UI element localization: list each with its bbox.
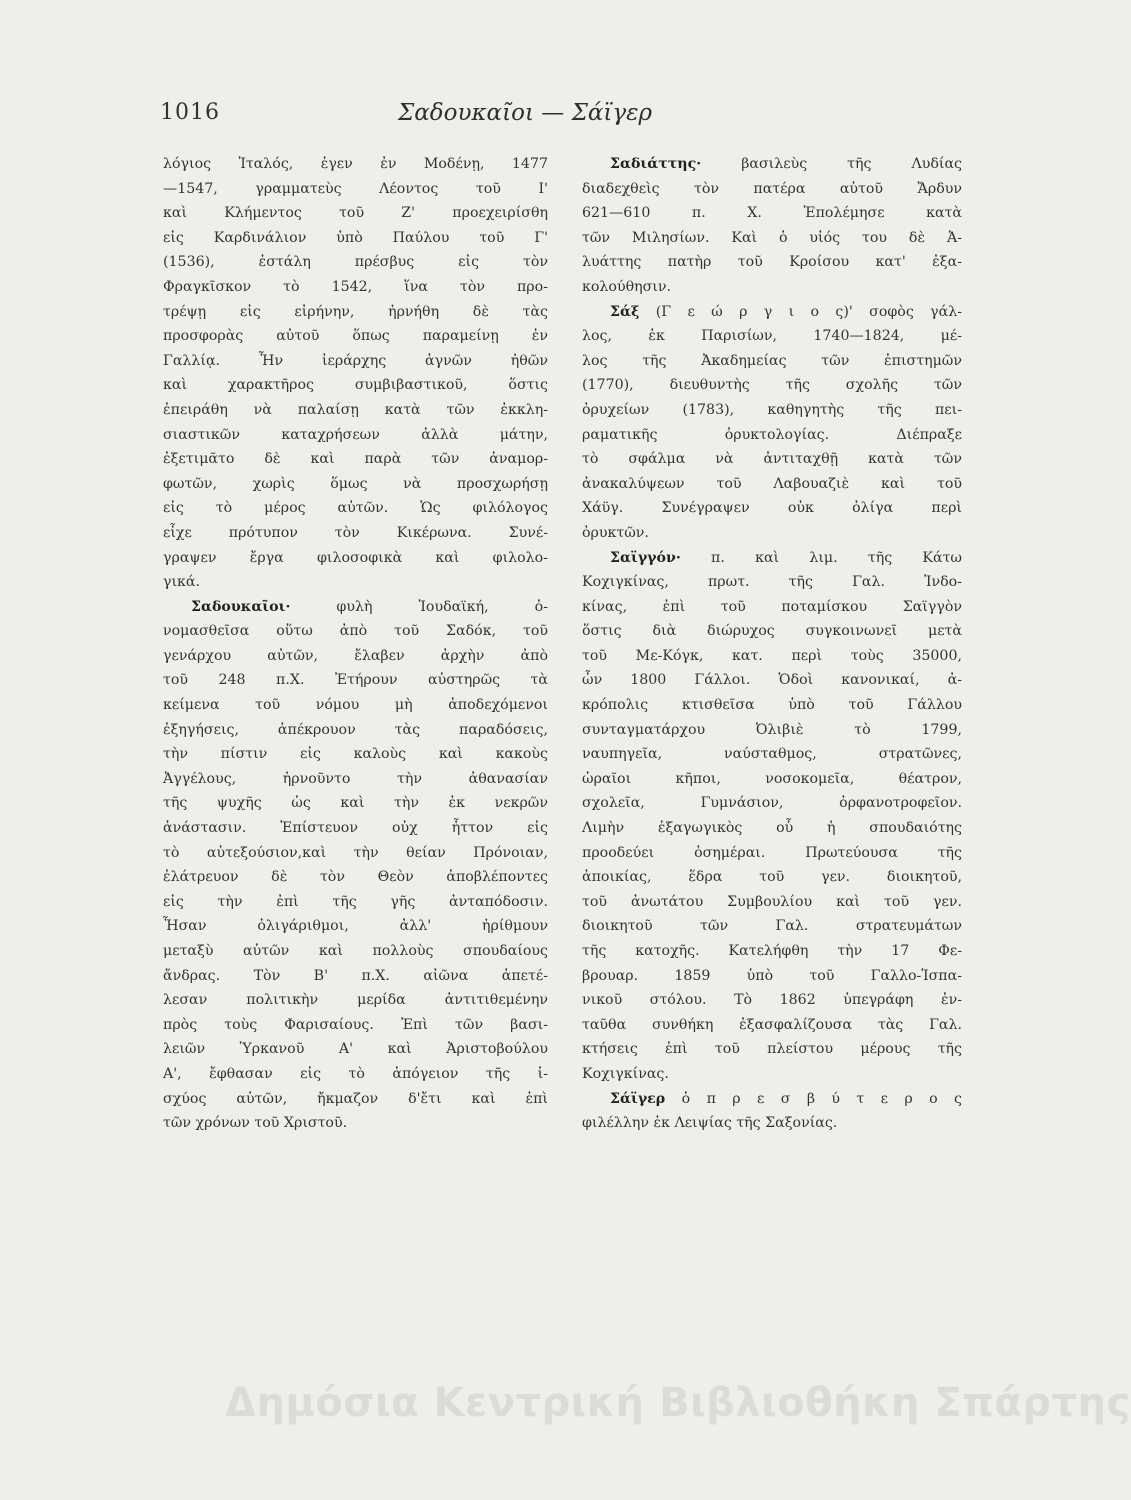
entry-sadiattis <box>582 152 962 300</box>
text-line <box>163 177 548 202</box>
line-text: τῆς ψυχῆς ὡς καὶ τὴν ἐκ νεκρῶν <box>163 795 548 812</box>
line-text: διοικητοῦ τῶν Γαλ. στρατευμάτων <box>582 918 962 935</box>
text-line <box>582 398 962 423</box>
entry-headword: Σαδουκαῖοι· <box>191 598 291 615</box>
line-text: ὧν 1800 Γάλλοι. Ὁδοὶ κανονικαί, ἀ- <box>582 672 962 689</box>
line-text: κείμενα τοῦ νόμου μὴ ἀποδεχόμενοι <box>163 697 548 714</box>
text-line <box>163 201 548 226</box>
line-text: γενάρχου αὐτῶν, ἔλαβεν ἀρχὴν ἀπὸ <box>163 647 548 664</box>
text-line <box>163 841 548 866</box>
text-line <box>163 718 548 743</box>
text-line <box>582 546 962 571</box>
line-text: ὀρυκτῶν. <box>582 524 649 541</box>
text-line <box>163 767 548 792</box>
line-text: πρὸς τοὺς Φαρισαίους. Ἐπὶ τῶν βασι- <box>163 1016 548 1033</box>
text-line <box>163 423 548 448</box>
text-line <box>163 570 548 595</box>
line-text: π. καὶ λιμ. τῆς Κάτω <box>680 549 962 566</box>
line-text: τῶν χρόνων τοῦ Χριστοῦ. <box>163 1115 348 1132</box>
line-text: λεσαν πολιτικὴν μερίδα ἀντιτιθεμένην <box>163 992 548 1009</box>
text-line <box>582 373 962 398</box>
line-text: καὶ Κλήμεντος τοῦ Ζ' προεχειρίσθη <box>163 205 548 222</box>
text-line <box>163 1087 548 1112</box>
text-line <box>582 988 962 1013</box>
line-text: (Γ ε ώ ρ γ ι ο ς)' σοφὸς γάλ- <box>639 303 962 320</box>
text-line <box>163 791 548 816</box>
line-text: εἰς τὴν ἐπὶ τῆς γῆς ἀνταπόδοσιν. <box>163 893 548 910</box>
line-text: ἐξετιμᾶτο δὲ καὶ παρὰ τῶν ἀναμορ- <box>163 451 548 468</box>
text-line <box>582 939 962 964</box>
line-text: τοῦ ἀνωτάτου Συμβουλίου καὶ τοῦ γεν. <box>582 893 962 910</box>
line-text: Λιμὴν ἐξαγωγικὸς οὗ ἡ σπουδαιότης <box>582 820 962 837</box>
text-line <box>163 226 548 251</box>
text-line <box>582 349 962 374</box>
text-line <box>163 1037 548 1062</box>
text-line <box>163 964 548 989</box>
line-text: σχύος αὐτῶν, ἤκμαζον δ'ἔτι καὶ ἐπὶ <box>163 1090 548 1107</box>
text-line <box>163 546 548 571</box>
line-text: εἰς Καρδινάλιον ὑπὸ Παύλου τοῦ Γ' <box>163 229 548 246</box>
text-line <box>163 521 548 546</box>
entry-saiger <box>582 1087 962 1136</box>
line-text: λειῶν Ὑρκανοῦ Α' καὶ Ἀριστοβούλου <box>163 1041 548 1058</box>
line-text: εἶχε πρότυπον τὸν Κικέρωνα. Συνέ- <box>163 524 548 541</box>
text-line <box>163 988 548 1013</box>
text-line <box>582 1087 962 1112</box>
line-text: τοῦ Με-Κόγκ, κατ. περὶ τοὺς 35000, <box>582 647 962 664</box>
line-text: Χάϋγ. Συνέγραψεν οὐκ ὀλίγα περὶ <box>582 500 962 517</box>
entry-sadoukaioi <box>163 595 548 1136</box>
line-text: προοδεύει ὁσημέραι. Πρωτεύουσα τῆς <box>582 844 962 861</box>
line-text: σχολεῖα, Γυμνάσιον, ὀρφανοτροφεῖον. <box>582 795 962 812</box>
line-text: λυάττης πατὴρ τοῦ Κροίσου κατ' ἐξα- <box>582 254 962 271</box>
library-watermark: Δημόσια Κεντρική Βιβλιοθήκη Σπάρτης <box>225 1380 1131 1426</box>
line-text: (1536), ἐστάλη πρέσβυς εἰς τὸν <box>163 254 548 271</box>
text-line <box>163 300 548 325</box>
line-text: ἐξηγήσεις, ἀπέκρουον τὰς παραδόσεις, <box>163 721 548 738</box>
line-text: φυλὴ Ἰουδαϊκή, ὀ- <box>290 598 548 615</box>
text-line <box>582 496 962 521</box>
line-text: τρέψῃ εἰς εἰρήνην, ἠρνήθη δὲ τὰς <box>163 303 548 320</box>
text-line <box>582 447 962 472</box>
text-line <box>163 373 548 398</box>
line-text: κολούθησιν. <box>582 278 671 295</box>
text-line <box>163 890 548 915</box>
line-text: εἰς τὸ μέρος αὐτῶν. Ὡς φιλόλογος <box>163 500 548 517</box>
entry-sax <box>582 300 962 546</box>
text-line <box>582 177 962 202</box>
text-line <box>163 250 548 275</box>
right-column <box>582 152 962 1136</box>
text-line <box>582 1111 962 1136</box>
line-text: τὸ σφάλμα νὰ ἀντιταχθῇ κατὰ τῶν <box>582 451 962 468</box>
text-line <box>582 423 962 448</box>
entry-headword: Σάϊγερ <box>610 1090 666 1107</box>
line-text: τὴν πίστιν εἰς καλοὺς καὶ κακοὺς <box>163 746 548 763</box>
line-text: (1770), διευθυντὴς τῆς σχολῆς τῶν <box>582 377 962 394</box>
line-text: τοῦ 248 π.Χ. Ἐτήρουν αὐστηρῶς τὰ <box>163 672 548 689</box>
text-line <box>582 595 962 620</box>
text-line <box>163 398 548 423</box>
text-line <box>163 742 548 767</box>
text-line <box>582 718 962 743</box>
line-text: τῆς κατοχῆς. Κατελήφθη τὴν 17 Φε- <box>582 943 962 959</box>
line-text: νομασθεῖσα οὕτω ἀπὸ τοῦ Σαδόκ, τοῦ <box>163 623 548 640</box>
line-text: Α', ἔφθασαν εἰς τὸ ἀπόγειον τῆς ἰ- <box>163 1065 548 1082</box>
text-line <box>582 324 962 349</box>
line-text: τὸ αὐτεξούσιον,καὶ τὴν θείαν Πρόνοιαν, <box>163 844 548 861</box>
line-text: τῶν Μιλησίων. Καὶ ὁ υἱός του δὲ Ἀ- <box>582 229 962 246</box>
text-line <box>582 201 962 226</box>
line-text: ἄνδρας. Τὸν Β' π.Χ. αἰῶνα ἀπετέ- <box>163 967 548 984</box>
text-line <box>163 275 548 300</box>
line-text: φωτῶν, χωρὶς ὅμως νὰ προσχωρήσῃ <box>163 475 548 492</box>
line-text: ὅστις διὰ διώρυχος συγκοινωνεῖ μετὰ <box>582 623 962 640</box>
line-text: νικοῦ στόλου. Τὸ 1862 ὑπεγράφη ἐν- <box>582 992 962 1009</box>
text-line <box>582 890 962 915</box>
text-line <box>163 152 548 177</box>
entry-headword: Σάξ <box>610 303 640 320</box>
line-text: γραψεν ἔργα φιλοσοφικὰ καὶ φιλολο- <box>163 549 548 566</box>
text-line <box>163 324 548 349</box>
line-text: ὁ π ρ ε σ β ύ τ ε ρ ο ς <box>665 1090 962 1107</box>
text-line <box>582 865 962 890</box>
text-line <box>582 644 962 669</box>
line-text: γικά. <box>163 574 200 591</box>
line-text: κίνας, ἐπὶ τοῦ ποταμίσκου Σαϊγγὸν <box>582 598 962 615</box>
line-text: κτήσεις ἐπὶ τοῦ πλείστου μέρους τῆς <box>582 1041 962 1058</box>
text-line <box>582 226 962 251</box>
text-line <box>582 668 962 693</box>
line-text: ἀποικίας, ἕδρα τοῦ γεν. διοικητοῦ, <box>582 869 962 886</box>
line-text: φιλέλλην ἐκ Λειψίας τῆς Σαξονίας. <box>582 1115 838 1132</box>
text-line <box>582 472 962 497</box>
line-text: Κοχιγκίνας, πρωτ. τῆς Γαλ. Ἰνδο- <box>582 574 962 591</box>
entry-continuation <box>163 152 548 595</box>
line-text: μεταξὺ αὐτῶν καὶ πολλοὺς σπουδαίους <box>163 943 548 959</box>
line-text: καὶ χαρακτῆρος συμβιβαστικοῦ, ὅστις <box>163 377 548 394</box>
text-line <box>163 644 548 669</box>
text-line <box>582 300 962 325</box>
text-line <box>582 1013 962 1038</box>
text-line <box>163 496 548 521</box>
text-line <box>163 914 548 939</box>
line-text: ἀνακαλύψεων τοῦ Λαβουαζιὲ καὶ τοῦ <box>582 475 962 492</box>
page-header <box>160 100 950 140</box>
running-title: Σαδουκαῖοι — Σάϊγερ <box>398 100 653 126</box>
text-line <box>163 865 548 890</box>
line-text: συνταγματάρχου Ὀλιβιὲ τὸ 1799, <box>582 721 962 738</box>
line-text: λος, ἐκ Παρισίων, 1740—1824, μέ- <box>582 328 962 345</box>
line-text: Κοχιγκίνας. <box>582 1065 669 1082</box>
entry-saigon <box>582 546 962 1087</box>
entry-headword: Σαϊγγόν· <box>610 549 681 566</box>
line-text: βρουαρ. 1859 ὑπὸ τοῦ Γαλλο-Ἱσπα- <box>582 967 962 984</box>
line-text: ἐλάτρευον δὲ τὸν Θεὸν ἀποβλέποντες <box>163 869 548 886</box>
text-line <box>582 1037 962 1062</box>
text-line <box>163 1062 548 1087</box>
line-text: ἐπειράθη νὰ παλαίσῃ κατὰ τῶν ἐκκλη- <box>163 401 548 418</box>
text-line <box>582 521 962 546</box>
line-text: κρόπολις κτισθεῖσα ὑπὸ τοῦ Γάλλου <box>582 697 962 714</box>
page-number: 1016 <box>160 100 220 125</box>
text-line <box>163 1111 548 1136</box>
text-line <box>163 939 548 964</box>
text-line <box>582 250 962 275</box>
line-text: διαδεχθεὶς τὸν πατέρα αὐτοῦ Ἄρδυν <box>582 180 962 197</box>
line-text: —1547, γραμματεὺς Λέοντος τοῦ Ι' <box>163 180 548 197</box>
line-text: ναυπηγεῖα, ναύσταθμος, στρατῶνες, <box>582 746 962 763</box>
text-line <box>163 447 548 472</box>
line-text: Ἀγγέλους, ἠρνοῦντο τὴν ἀθανασίαν <box>163 770 548 787</box>
line-text: λος τῆς Ἀκαδημείας τῶν ἐπιστημῶν <box>582 352 962 369</box>
text-line <box>582 693 962 718</box>
text-line <box>582 914 962 939</box>
text-line <box>582 570 962 595</box>
text-line <box>582 742 962 767</box>
text-line <box>582 275 962 300</box>
text-line <box>582 619 962 644</box>
line-text: ὀρυχείων (1783), καθηγητὴς τῆς πει- <box>582 401 962 418</box>
entry-headword: Σαδιάττης· <box>610 156 702 172</box>
line-text: 621—610 π. Χ. Ἐπολέμησε κατὰ <box>582 205 962 222</box>
text-line <box>163 693 548 718</box>
text-line <box>163 1013 548 1038</box>
text-line <box>163 619 548 644</box>
text-line <box>582 816 962 841</box>
text-line <box>582 1062 962 1087</box>
text-line <box>582 964 962 989</box>
left-column <box>163 152 548 1136</box>
text-line <box>163 816 548 841</box>
line-text: σιαστικῶν καταχρήσεων ἀλλὰ μάτην, <box>163 426 548 443</box>
line-text: ραματικῆς ὀρυκτολογίας. Διέπραξε <box>582 426 962 443</box>
line-text: Ἦσαν ὀλιγάριθμοι, ἀλλ' ἠρίθμουν <box>163 918 548 935</box>
text-line <box>582 841 962 866</box>
line-text: ὡραῖοι κῆποι, νοσοκομεῖα, θέατρον, <box>582 770 962 787</box>
line-text: ἀνάστασιν. Ἐπίστευον οὐχ ἧττον εἰς <box>163 820 548 837</box>
line-text: προσφορὰς αὐτοῦ ὅπως παραμείνῃ ἐν <box>163 328 548 345</box>
line-text: λόγιος Ἰταλός, ἐγεν ἐν Μοδένῃ, 1477 <box>163 156 548 172</box>
line-text: Φραγκῖσκον τὸ 1542, ἵνα τὸν προ- <box>163 278 548 295</box>
text-line <box>582 152 962 177</box>
line-text: ταῦθα συνθήκη ἐξασφαλίζουσα τὰς Γαλ. <box>582 1016 962 1033</box>
line-text: Γαλλίᾳ. Ἦν ἱεράρχης ἁγνῶν ἠθῶν <box>163 352 548 369</box>
text-line <box>582 767 962 792</box>
text-line <box>163 472 548 497</box>
line-text: βασιλεὺς τῆς Λυδίας <box>701 156 962 172</box>
text-line <box>163 668 548 693</box>
text-line <box>163 595 548 620</box>
text-line <box>582 791 962 816</box>
text-line <box>163 349 548 374</box>
